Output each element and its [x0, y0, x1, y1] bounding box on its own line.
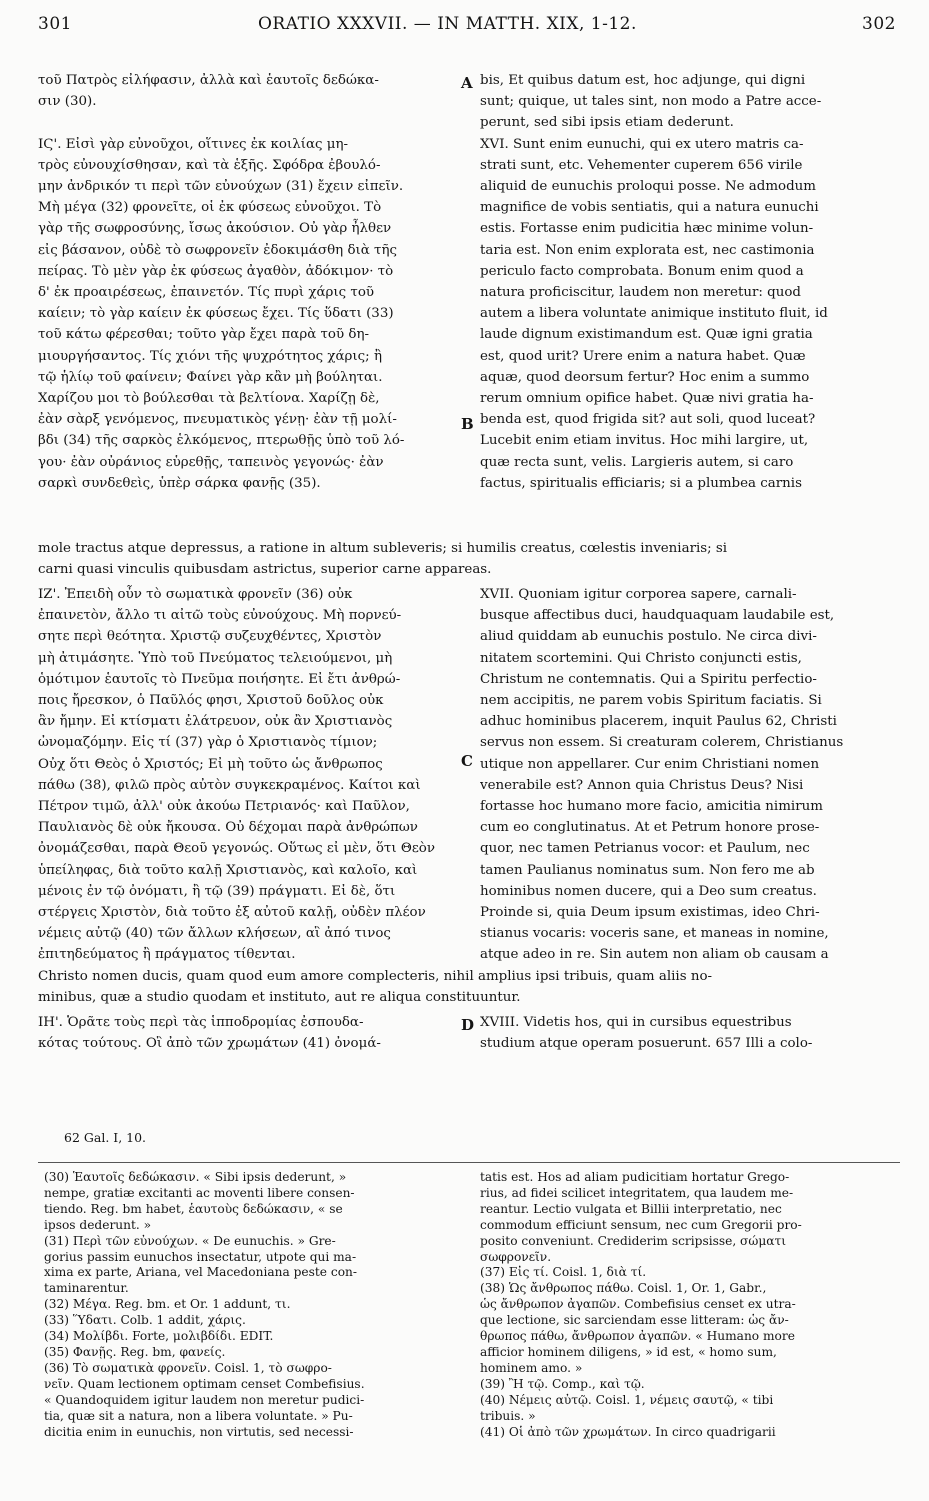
greek-line: πάθω (38), φιλῶ πρὸς αὐτὸν συγκεκραμένος. Καίτοι καὶ — [38, 777, 421, 793]
latin-line: estis. Fortasse enim pudicitia hæc minime volun- — [480, 221, 814, 237]
latin-line: factus, spiritualis efficiaris; si a plumbea carnis — [480, 475, 802, 491]
greek-line: Χαρίζου μοι τὸ βούλεσθαι τὰ βελτίονα. Χαρίζῃ δὲ, — [38, 391, 380, 407]
greek-line: τρὸς εὐνουχίσθησαν, καὶ τὰ ἑξῆς. Σφόδρα ἐβουλό- — [38, 157, 381, 173]
latin-line: perunt, sed sibi ipsis etiam dederunt. — [480, 115, 734, 131]
scripture-reference: 62 Gal. I, 10. — [64, 1130, 147, 1145]
greek-line: τῷ ἡλίῳ τοῦ φαίνειν; Φαίνει γὰρ κἂν μὴ βούληται. — [38, 369, 383, 385]
greek-line: Παυλιανὸς δὲ οὐκ ἤκουσα. Οὐ δέχομαι παρὰ ἀνθρώπων — [38, 820, 418, 836]
footnote-line: (32) Μέγα. Reg. bm. et Or. 1 addunt, τι. — [44, 1297, 291, 1312]
footnote-line: (38) Ὡς ἄνθρωπος πάθω. Coisl. 1, Or. 1, Gabr., — [480, 1281, 767, 1296]
footnote-line: (30) Ἑαυτοῖς δεδώκασιν. « Sibi ipsis dederunt, » — [44, 1170, 347, 1184]
latin-line: aliquid de eunuchis proloqui posse. Ne admodum — [480, 179, 816, 195]
greek-line: ἂν ἤμην. Εἰ κτίσματι ἐλάτρευον, οὐκ ἂν Χριστιανὸς — [38, 714, 393, 730]
footnote-line: « Quandoquidem igitur laudem non meretur pudici- — [44, 1392, 365, 1407]
greek-line: ἐπιτηδεύματος ἢ πράγματος τίθενται. — [38, 947, 296, 963]
greek-line: ἐὰν σὰρξ γενόμενος, πνευματικὸς γένῃ· ἐὰν τῇ μολί- — [38, 412, 397, 428]
footnote-line: posito conveniunt. Crediderim scripsisse, σώματι — [480, 1233, 786, 1248]
margin-marker-b: B — [461, 415, 474, 433]
footnotes-left-column — [44, 1170, 464, 1440]
greek-line: σητε περὶ θεότητα. Χριστῷ συζευχθέντες, Χριστὸν — [38, 629, 382, 645]
latin-column-c — [480, 584, 900, 966]
footnote-line: afficior hominem diligens, » id est, « homo sum, — [480, 1344, 777, 1359]
greek-line: γὰρ τῆς σωφροσύνης, ἴσως ἀκούσιον. Οὐ γὰρ ἦλθεν — [38, 221, 392, 237]
latin-line: laude dignum existimandum est. Quæ igni gratia — [480, 327, 813, 343]
greek-line: τοῦ Πατρὸς εἰλήφασιν, ἀλλὰ καὶ ἑαυτοῖς δεδώκα- — [38, 73, 379, 88]
latin-column-a — [480, 70, 900, 494]
latin-line: nem accipitis, ne parem vobis Spiritum faciatis. Si — [480, 693, 822, 709]
footnote-line: (41) Οἱ ἀπὸ τῶν χρωμάτων. In circo quadrigarii — [480, 1424, 776, 1439]
greek-line: ΙΖ'. Ἐπειδὴ οὖν τὸ σωματικὰ φρονεῖν (36) οὐκ — [38, 587, 353, 602]
latin-column-d — [480, 1012, 900, 1054]
full-line: carni quasi vinculis quibusdam astrictus, superior carne appareas. — [38, 562, 492, 578]
latin-line: quor, nec tamen Petrianus vocor: et Paulum, nec — [480, 841, 810, 857]
greek-column-a — [38, 70, 458, 494]
latin-line: aquæ, quod deorsum fertur? Hoc enim a summo — [480, 369, 810, 385]
greek-column-d — [38, 1012, 458, 1054]
latin-line: natura proficiscitur, laudem non meretur: quod — [480, 285, 801, 301]
greek-line: τοῦ κάτω φέρεσθαι; τοῦτο γὰρ ἔχει παρὰ τοῦ δη- — [38, 327, 369, 343]
full-line: Christo nomen ducis, quam quod eum amore complecteris, nihil amplius ipsi tribuis, quam aliis no- — [38, 969, 713, 984]
latin-line: XVII. Quoniam igitur corporea sapere, carnali- — [480, 587, 797, 602]
latin-line: hominibus nomen ducere, qui a Deo sum creatus. — [480, 883, 817, 899]
greek-line: εἰς βάσανον, οὐδὲ τὸ σωφρονεῖν ἐδοκιμάσθη διὰ τῆς — [38, 242, 397, 258]
greek-line: μένοις ἐν τῷ ὀνόματι, ἢ τῷ (39) πράγματι. Εἰ δὲ, ὅτι — [38, 883, 396, 899]
footnote-divider — [38, 1162, 900, 1163]
footnote-line: que lectione, sic sarciendam esse litteram: ὡς ἄν- — [480, 1313, 789, 1328]
latin-line: est, quod urit? Urere enim a natura habet. Quæ — [480, 348, 806, 364]
full-line: mole tractus atque depressus, a ratione in altum subleveris; si humilis creatus, cœlestis inveniaris; si — [38, 541, 728, 556]
footnote-line: (40) Νέμεις αὐτῷ. Coisl. 1, νέμεις σαυτῷ, « tibi — [480, 1392, 774, 1407]
greek-line: δ' ἐκ προαιρέσεως, ἐπαινετόν. Τίς πυρὶ χάρις τοῦ — [38, 285, 375, 301]
greek-line: ὀνομάζεσθαι, παρὰ Θεοῦ γεγονώς. Οὕτως εἰ μὲν, ὅτι Θεὸν — [38, 841, 435, 857]
greek-line: ΙΗ'. Ὁρᾶτε τοὺς περὶ τὰς ἱπποδρομίας ἐσπουδα- — [38, 1015, 364, 1030]
footnote-line: tiendo. Reg. bm habet, ἑαυτοὺς δεδώκασιν, « se — [44, 1201, 343, 1216]
greek-line: σαρκὶ συνδεθεὶς, ὑπὲρ σάρκα φανῇς (35). — [38, 475, 321, 491]
greek-line: Μὴ μέγα (32) φρονεῖτε, οἱ ἐκ φύσεως εὐνοῦχοι. Τὸ — [38, 200, 382, 216]
greek-line: Πέτρον τιμῶ, ἀλλ' οὐκ ἀκούω Πετριανός· καὶ Παῦλον, — [38, 799, 410, 815]
footnote-line: nempe, gratiæ excitanti ac moventi libere consen- — [44, 1185, 355, 1200]
latin-line: XVI. Sunt enim eunuchi, qui ex utero matris ca- — [480, 136, 804, 152]
latin-line: strati sunt, etc. Vehementer cuperem 656 virile — [480, 157, 803, 173]
footnote-line: ipsos dederunt. » — [44, 1217, 152, 1232]
footnote-line: θρωπος πάθω, ἄνθρωπον ἀγαπῶν. « Humano more — [480, 1329, 795, 1344]
latin-line: tamen Paulianus nominatus sum. Non fero me ab — [480, 862, 815, 878]
running-header — [0, 14, 929, 38]
footnote-line: ὡς ἄνθρωπον ἀγαπῶν. Combefisius censet ex utra- — [480, 1297, 796, 1312]
full-width-paragraph-1 — [38, 538, 900, 580]
greek-line: ὠνομαζόμην. Εἰς τί (37) γὰρ ὁ Χριστιανὸς τίμιον; — [38, 735, 378, 751]
footnote-line: (33) Ὕδατι. Colb. 1 addit, χάρις. — [44, 1313, 246, 1328]
latin-line: atque adeo in re. Sin autem non aliam ob causam a — [480, 947, 829, 963]
greek-line: ὑπείληφας, διὰ τοῦτο καλῇ Χριστιανὸς, καὶ καλοῖο, καὶ — [38, 862, 418, 878]
greek-line: πείρας. Τὸ μὲν γὰρ ἐκ φύσεως ἀγαθὸν, ἀδόκιμον· τὸ — [38, 263, 394, 279]
footnote-line: σωφρονεῖν. — [480, 1249, 552, 1264]
margin-marker-c: C — [461, 752, 473, 770]
footnote-line: tia, quæ sit a natura, non a libera voluntate. » Pu- — [44, 1408, 353, 1423]
latin-line: Proinde si, quia Deum ipsum existimas, ideo Chri- — [480, 905, 820, 921]
latin-line: cum eo conglutinatus. At et Petrum honore prose- — [480, 820, 820, 836]
latin-line: sunt; quique, ut tales sint, non modo a Patre acce- — [480, 94, 822, 110]
latin-line: aliud quiddam ab eunuchis postulo. Ne circa divi- — [480, 629, 817, 645]
greek-line: ὁμότιμον ἑαυτοῖς τὸ Πνεῦμα ποιήσητε. Εἰ ἔτι ἀνθρώ- — [38, 671, 401, 687]
full-width-paragraph-2 — [38, 966, 900, 1008]
footnote-line: νεῖν. Quam lectionem optimam censet Combefisius. — [44, 1376, 365, 1391]
latin-line: Christum ne contemnatis. Qui a Spiritu perfectio- — [480, 671, 817, 687]
footnote-line: (34) Μολίβδι. Forte, μολιβδίδι. EDIT. — [44, 1329, 274, 1344]
latin-line: nitatem scortemini. Qui Christo conjuncti estis, — [480, 650, 802, 666]
latin-line: taria est. Non enim explorata est, nec castimonia — [480, 242, 815, 258]
latin-line: magnifice de vobis sentiatis, qui a natura eunuchi — [480, 200, 819, 216]
footnote-line: tribuis. » — [480, 1408, 536, 1423]
latin-line: fortasse hoc humano more facio, amicitia nimirum — [480, 799, 823, 815]
latin-line: Lucebit enim etiam invitus. Hoc mihi largire, ut, — [480, 433, 809, 449]
greek-line: κότας τούτους. Οἳ ἀπὸ τῶν χρωμάτων (41) ὀνομά- — [38, 1036, 381, 1052]
greek-line: μην ἀνδρικόν τι περὶ τῶν εὐνούχων (31) ἔχειν εἰπεῖν. — [38, 179, 404, 195]
greek-column-c — [38, 584, 458, 966]
greek-line: μιουργήσαντος. Τίς χιόνι τῆς ψυχρότητος χάρις; ἢ — [38, 348, 382, 364]
footnote-line: hominem amo. » — [480, 1360, 583, 1375]
greek-line: νέμεις αὐτῷ (40) τῶν ἄλλων κλήσεων, αἳ ἀπό τινος — [38, 926, 391, 942]
latin-line: utique non appellarer. Cur enim Christiani nomen — [480, 756, 820, 772]
footnote-line: (36) Τὸ σωματικὰ φρονεῖν. Coisl. 1, τὸ σωφρο- — [44, 1360, 332, 1375]
greek-line: ΙϚ'. Εἰσὶ γὰρ εὐνοῦχοι, οἵτινες ἐκ κοιλίας μη- — [38, 136, 349, 152]
latin-line: benda est, quod frigida sit? aut soli, quod luceat? — [480, 412, 816, 428]
footnote-line: dicitia enim in eunuchis, non virtutis, sed necessi- — [44, 1424, 354, 1439]
footnote-line: rius, ad fidei scilicet integritatem, qua laudem me- — [480, 1185, 794, 1200]
latin-line: periculo facto comprobata. Bonum enim quod a — [480, 263, 804, 279]
footnote-line: tatis est. Hos ad aliam pudicitiam hortatur Grego- — [480, 1170, 790, 1184]
latin-line: studium atque operam posuerunt. 657 Illi a colo- — [480, 1036, 813, 1052]
greek-line: Οὐχ ὅτι Θεὸς ὁ Χριστός; Εἰ μὴ τοῦτο ὡς ἄνθρωπος — [38, 756, 383, 772]
latin-line: autem a libera voluntate animique instituto fluit, id — [480, 306, 828, 322]
footnote-line: taminarentur. — [44, 1281, 129, 1296]
greek-line: στέργεις Χριστὸν, διὰ τοῦτο ἐξ αὐτοῦ καλῇ, οὐδὲν πλέον — [38, 905, 426, 921]
margin-marker-d: D — [461, 1016, 475, 1034]
greek-line: ποις ἤρεσκον, ὁ Παῦλός φησι, Χριστοῦ δοῦλος οὐκ — [38, 693, 384, 709]
greek-line: μὴ ἀτιμάσητε. Ὑπὸ τοῦ Πνεύματος τελειούμενοι, μὴ — [38, 650, 393, 666]
greek-line — [38, 112, 458, 133]
latin-line: quæ recta sunt, velis. Largieris autem, si caro — [480, 454, 794, 470]
footnote-line: commodum efficiunt sensum, nec cum Gregorii pro- — [480, 1217, 802, 1232]
running-title: ORATIO XXXVII. — IN MATTH. XIX, 1-12. — [258, 14, 637, 34]
full-line: minibus, quæ a studio quodam et instituto, aut re aliqua constituuntur. — [38, 990, 521, 1006]
latin-line: stianus vocaris: voceris sane, et maneas in nomine, — [480, 926, 829, 942]
latin-line: venerabile est? Annon quia Christus Deus? Nisi — [480, 777, 804, 793]
latin-line: rerum omnium opifice habet. Quæ nivi gratia ha- — [480, 391, 814, 407]
footnote-line: (39) Ἢ τῷ. Comp., καὶ τῷ. — [480, 1376, 645, 1391]
latin-line: busque affectibus duci, haudquaquam laudabile est, — [480, 608, 835, 624]
greek-line: ἐπαινετὸν, ἄλλο τι αἰτῶ τοὺς εὐνούχους. Μὴ πορνεύ- — [38, 608, 402, 624]
footnote-line: (31) Περὶ τῶν εὐνούχων. « De eunuchis. » Gre- — [44, 1233, 336, 1248]
margin-marker-a: A — [461, 74, 473, 92]
footnote-line: (37) Εἰς τί. Coisl. 1, διὰ τί. — [480, 1265, 647, 1280]
right-page-number: 302 — [862, 14, 896, 34]
footnote-line: xima ex parte, Ariana, vel Macedoniana peste con- — [44, 1265, 358, 1280]
greek-line: γου· ἐὰν οὐράνιος εὑρεθῇς, ταπεινὸς γεγονώς· ἐὰν — [38, 454, 384, 470]
footnote-line: (35) Φανῇς. Reg. bm, φανείς. — [44, 1344, 226, 1359]
greek-line: καίειν; τὸ γὰρ καίειν ἐκ φύσεως ἔχει. Τίς ὕδατι (33) — [38, 306, 394, 322]
latin-line: adhuc hominibus placerem, inquit Paulus 62, Christi — [480, 714, 837, 730]
greek-line: σιν (30). — [38, 94, 97, 110]
left-page-number: 301 — [38, 14, 72, 34]
latin-line: bis, Et quibus datum est, hoc adjunge, qui digni — [480, 73, 806, 88]
latin-line: servus non essem. Si creaturam colerem, Christianus — [480, 735, 844, 751]
footnotes-right-column — [480, 1170, 900, 1440]
footnote-line: reantur. Lectio vulgata et Billii interpretatio, nec — [480, 1201, 782, 1216]
latin-line: XVIII. Videtis hos, qui in cursibus equestribus — [480, 1015, 792, 1030]
footnote-line: gorius passim eunuchos insectatur, utpote qui ma- — [44, 1249, 357, 1264]
greek-line: βδι (34) τῆς σαρκὸς ἑλκόμενος, πτερωθῇς ὑπὸ τοῦ λό- — [38, 433, 405, 449]
